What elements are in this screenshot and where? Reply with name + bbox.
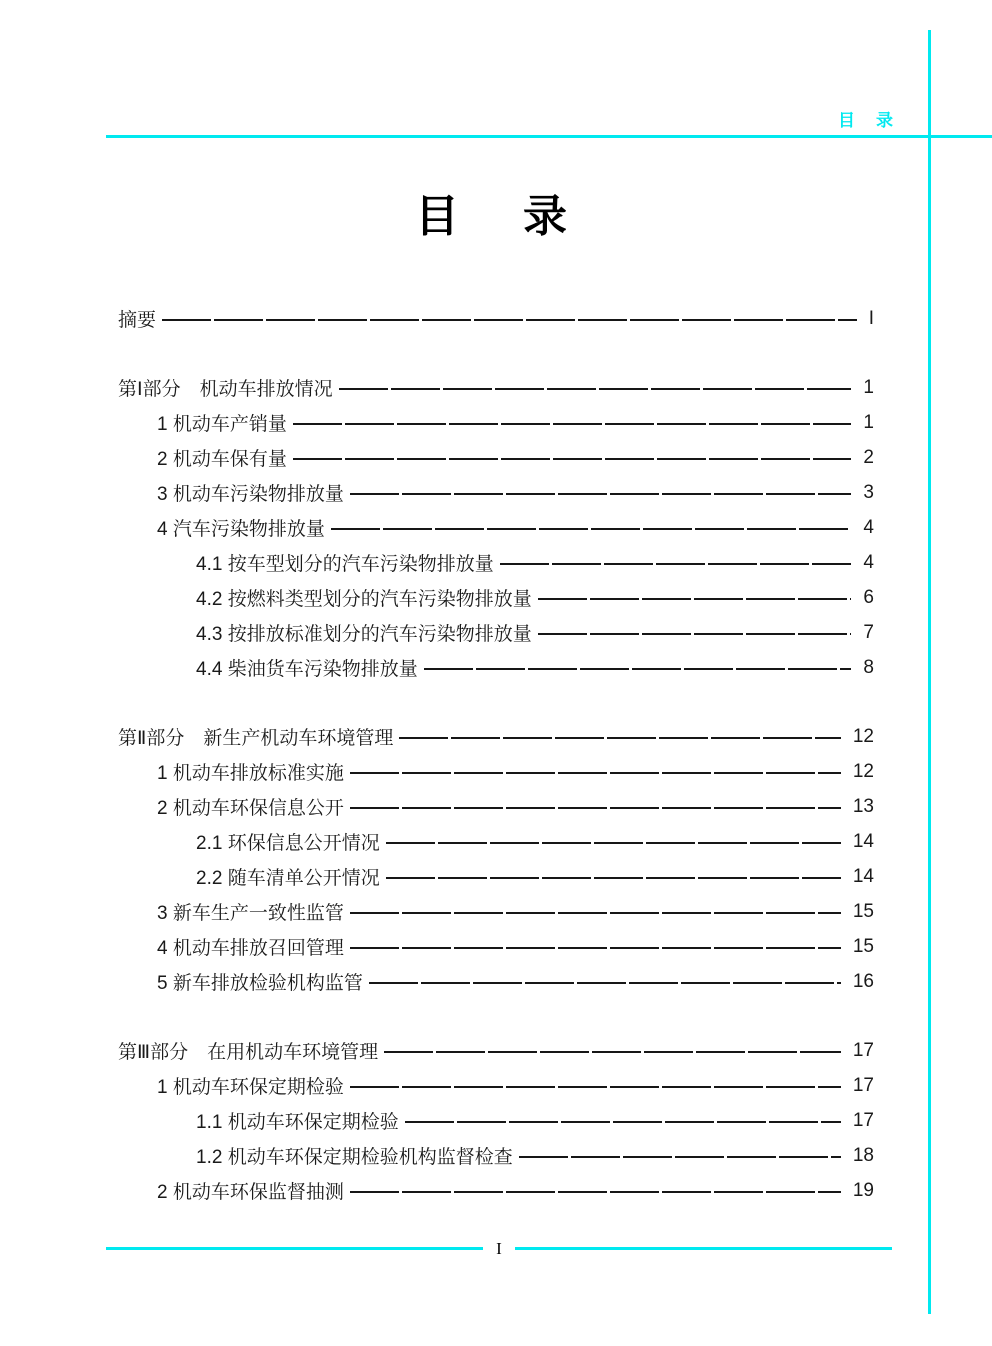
toc-entry-label: 4.3 按排放标准划分的汽车污染物排放量 bbox=[196, 624, 532, 645]
toc-entry-label: 2.1 环保信息公开情况 bbox=[196, 833, 380, 854]
toc-leader bbox=[331, 528, 852, 530]
toc-entry-label: 第Ⅰ部分 机动车排放情况 bbox=[118, 379, 333, 400]
toc-entry[interactable] bbox=[118, 824, 874, 859]
toc-entry-label: 第Ⅲ部分 在用机动车环境管理 bbox=[118, 1042, 379, 1063]
toc-entry-page: 19 bbox=[852, 1179, 874, 1201]
toc-leader bbox=[538, 598, 852, 600]
toc-entry-page: I bbox=[868, 307, 874, 329]
page-title: 目 录 bbox=[415, 192, 577, 241]
toc-entry-page: 18 bbox=[852, 1144, 874, 1166]
toc-entry-label: 4 机动车排放召回管理 bbox=[157, 938, 344, 959]
footer-page-number: I bbox=[496, 1239, 502, 1258]
toc-entry-page: 4 bbox=[863, 551, 874, 573]
toc-entry[interactable] bbox=[118, 789, 874, 824]
toc-entry-page: 1 bbox=[863, 411, 874, 433]
toc-entry-page: 15 bbox=[852, 935, 874, 957]
toc-leader bbox=[293, 458, 852, 460]
toc-entry-page: 14 bbox=[852, 865, 874, 887]
toc-leader bbox=[350, 807, 841, 809]
toc-entry-page: 17 bbox=[852, 1039, 874, 1061]
toc-entry[interactable] bbox=[118, 545, 874, 580]
toc-entry-label: 5 新车排放检验机构监管 bbox=[157, 973, 363, 994]
toc-entry-label: 2 机动车保有量 bbox=[157, 449, 287, 470]
toc-entry-page: 1 bbox=[863, 376, 874, 398]
toc-entry-label: 4 汽车污染物排放量 bbox=[157, 519, 325, 540]
toc-entry[interactable] bbox=[118, 1068, 874, 1103]
toc-leader bbox=[369, 982, 841, 984]
toc-leader bbox=[538, 633, 852, 635]
toc-leader bbox=[399, 737, 841, 739]
toc-entry-page: 12 bbox=[852, 725, 874, 747]
toc-entry[interactable] bbox=[118, 405, 874, 440]
toc-leader bbox=[384, 1051, 841, 1053]
footer-rule-right bbox=[515, 1247, 892, 1250]
toc-leader bbox=[386, 842, 841, 844]
toc-list bbox=[118, 301, 874, 1208]
toc-entry-page: 4 bbox=[863, 516, 874, 538]
toc-entry[interactable] bbox=[118, 370, 874, 405]
toc-entry-label: 1 机动车环保定期检验 bbox=[157, 1077, 344, 1098]
toc-entry[interactable] bbox=[118, 615, 874, 650]
toc-entry-label: 3 机动车污染物排放量 bbox=[157, 484, 344, 505]
toc-entry[interactable] bbox=[118, 510, 874, 545]
toc-entry-page: 8 bbox=[863, 656, 874, 678]
toc-leader bbox=[350, 947, 841, 949]
toc-entry-label: 1.2 机动车环保定期检验机构监督检查 bbox=[196, 1147, 513, 1168]
toc-entry-page: 6 bbox=[863, 586, 874, 608]
toc-leader bbox=[424, 668, 852, 670]
toc-entry-label: 1.1 机动车环保定期检验 bbox=[196, 1112, 399, 1133]
toc-entry-label: 4.1 按车型划分的汽车污染物排放量 bbox=[196, 554, 494, 575]
toc-leader bbox=[386, 877, 841, 879]
toc-entry-label: 摘要 bbox=[118, 310, 157, 331]
toc-entry-label: 4.2 按燃料类型划分的汽车污染物排放量 bbox=[196, 589, 532, 610]
toc-leader bbox=[350, 772, 841, 774]
header-rule bbox=[106, 135, 992, 138]
toc-entry-page: 14 bbox=[852, 830, 874, 852]
toc-entry-page: 3 bbox=[863, 481, 874, 503]
footer-rule-left bbox=[106, 1247, 483, 1250]
toc-leader bbox=[350, 912, 841, 914]
toc-entry[interactable] bbox=[118, 929, 874, 964]
toc-entry[interactable] bbox=[118, 964, 874, 999]
toc-entry-label: 第Ⅱ部分 新生产机动车环境管理 bbox=[118, 728, 394, 749]
toc-entry[interactable] bbox=[118, 1103, 874, 1138]
toc-entry-page: 15 bbox=[852, 900, 874, 922]
toc-entry-label: 2 机动车环保监督抽测 bbox=[157, 1182, 344, 1203]
toc-entry-page: 7 bbox=[863, 621, 874, 643]
toc-leader bbox=[162, 319, 857, 321]
toc-entry[interactable] bbox=[118, 859, 874, 894]
toc-entry[interactable] bbox=[118, 301, 874, 336]
running-head: 目 录 bbox=[838, 111, 895, 130]
toc-entry[interactable] bbox=[118, 1033, 874, 1068]
toc-entry-page: 16 bbox=[852, 970, 874, 992]
toc-entry[interactable] bbox=[118, 475, 874, 510]
toc-leader bbox=[350, 1191, 841, 1193]
toc-entry[interactable] bbox=[118, 1173, 874, 1208]
toc-leader bbox=[519, 1156, 841, 1158]
toc-entry[interactable] bbox=[118, 719, 874, 754]
toc-entry[interactable] bbox=[118, 754, 874, 789]
toc-entry-label: 1 机动车产销量 bbox=[157, 414, 287, 435]
toc-leader bbox=[350, 493, 852, 495]
toc-leader bbox=[500, 563, 852, 565]
toc-entry[interactable] bbox=[118, 580, 874, 615]
toc-leader bbox=[293, 423, 852, 425]
toc-leader bbox=[350, 1086, 841, 1088]
toc-entry[interactable] bbox=[118, 650, 874, 685]
toc-entry-page: 13 bbox=[852, 795, 874, 817]
toc-entry[interactable] bbox=[118, 440, 874, 475]
toc-entry-page: 17 bbox=[852, 1074, 874, 1096]
toc-entry-label: 3 新车生产一致性监管 bbox=[157, 903, 344, 924]
toc-entry-label: 4.4 柴油货车污染物排放量 bbox=[196, 659, 418, 680]
toc-entry-label: 2.2 随车清单公开情况 bbox=[196, 868, 380, 889]
toc-leader bbox=[405, 1121, 841, 1123]
toc-entry[interactable] bbox=[118, 1138, 874, 1173]
page-footer bbox=[106, 1240, 892, 1257]
toc-entry[interactable] bbox=[118, 894, 874, 929]
toc-leader bbox=[339, 388, 852, 390]
toc-entry-page: 2 bbox=[863, 446, 874, 468]
toc-entry-label: 1 机动车排放标准实施 bbox=[157, 763, 344, 784]
toc-entry-page: 17 bbox=[852, 1109, 874, 1131]
toc-entry-label: 2 机动车环保信息公开 bbox=[157, 798, 344, 819]
toc-entry-page: 12 bbox=[852, 760, 874, 782]
